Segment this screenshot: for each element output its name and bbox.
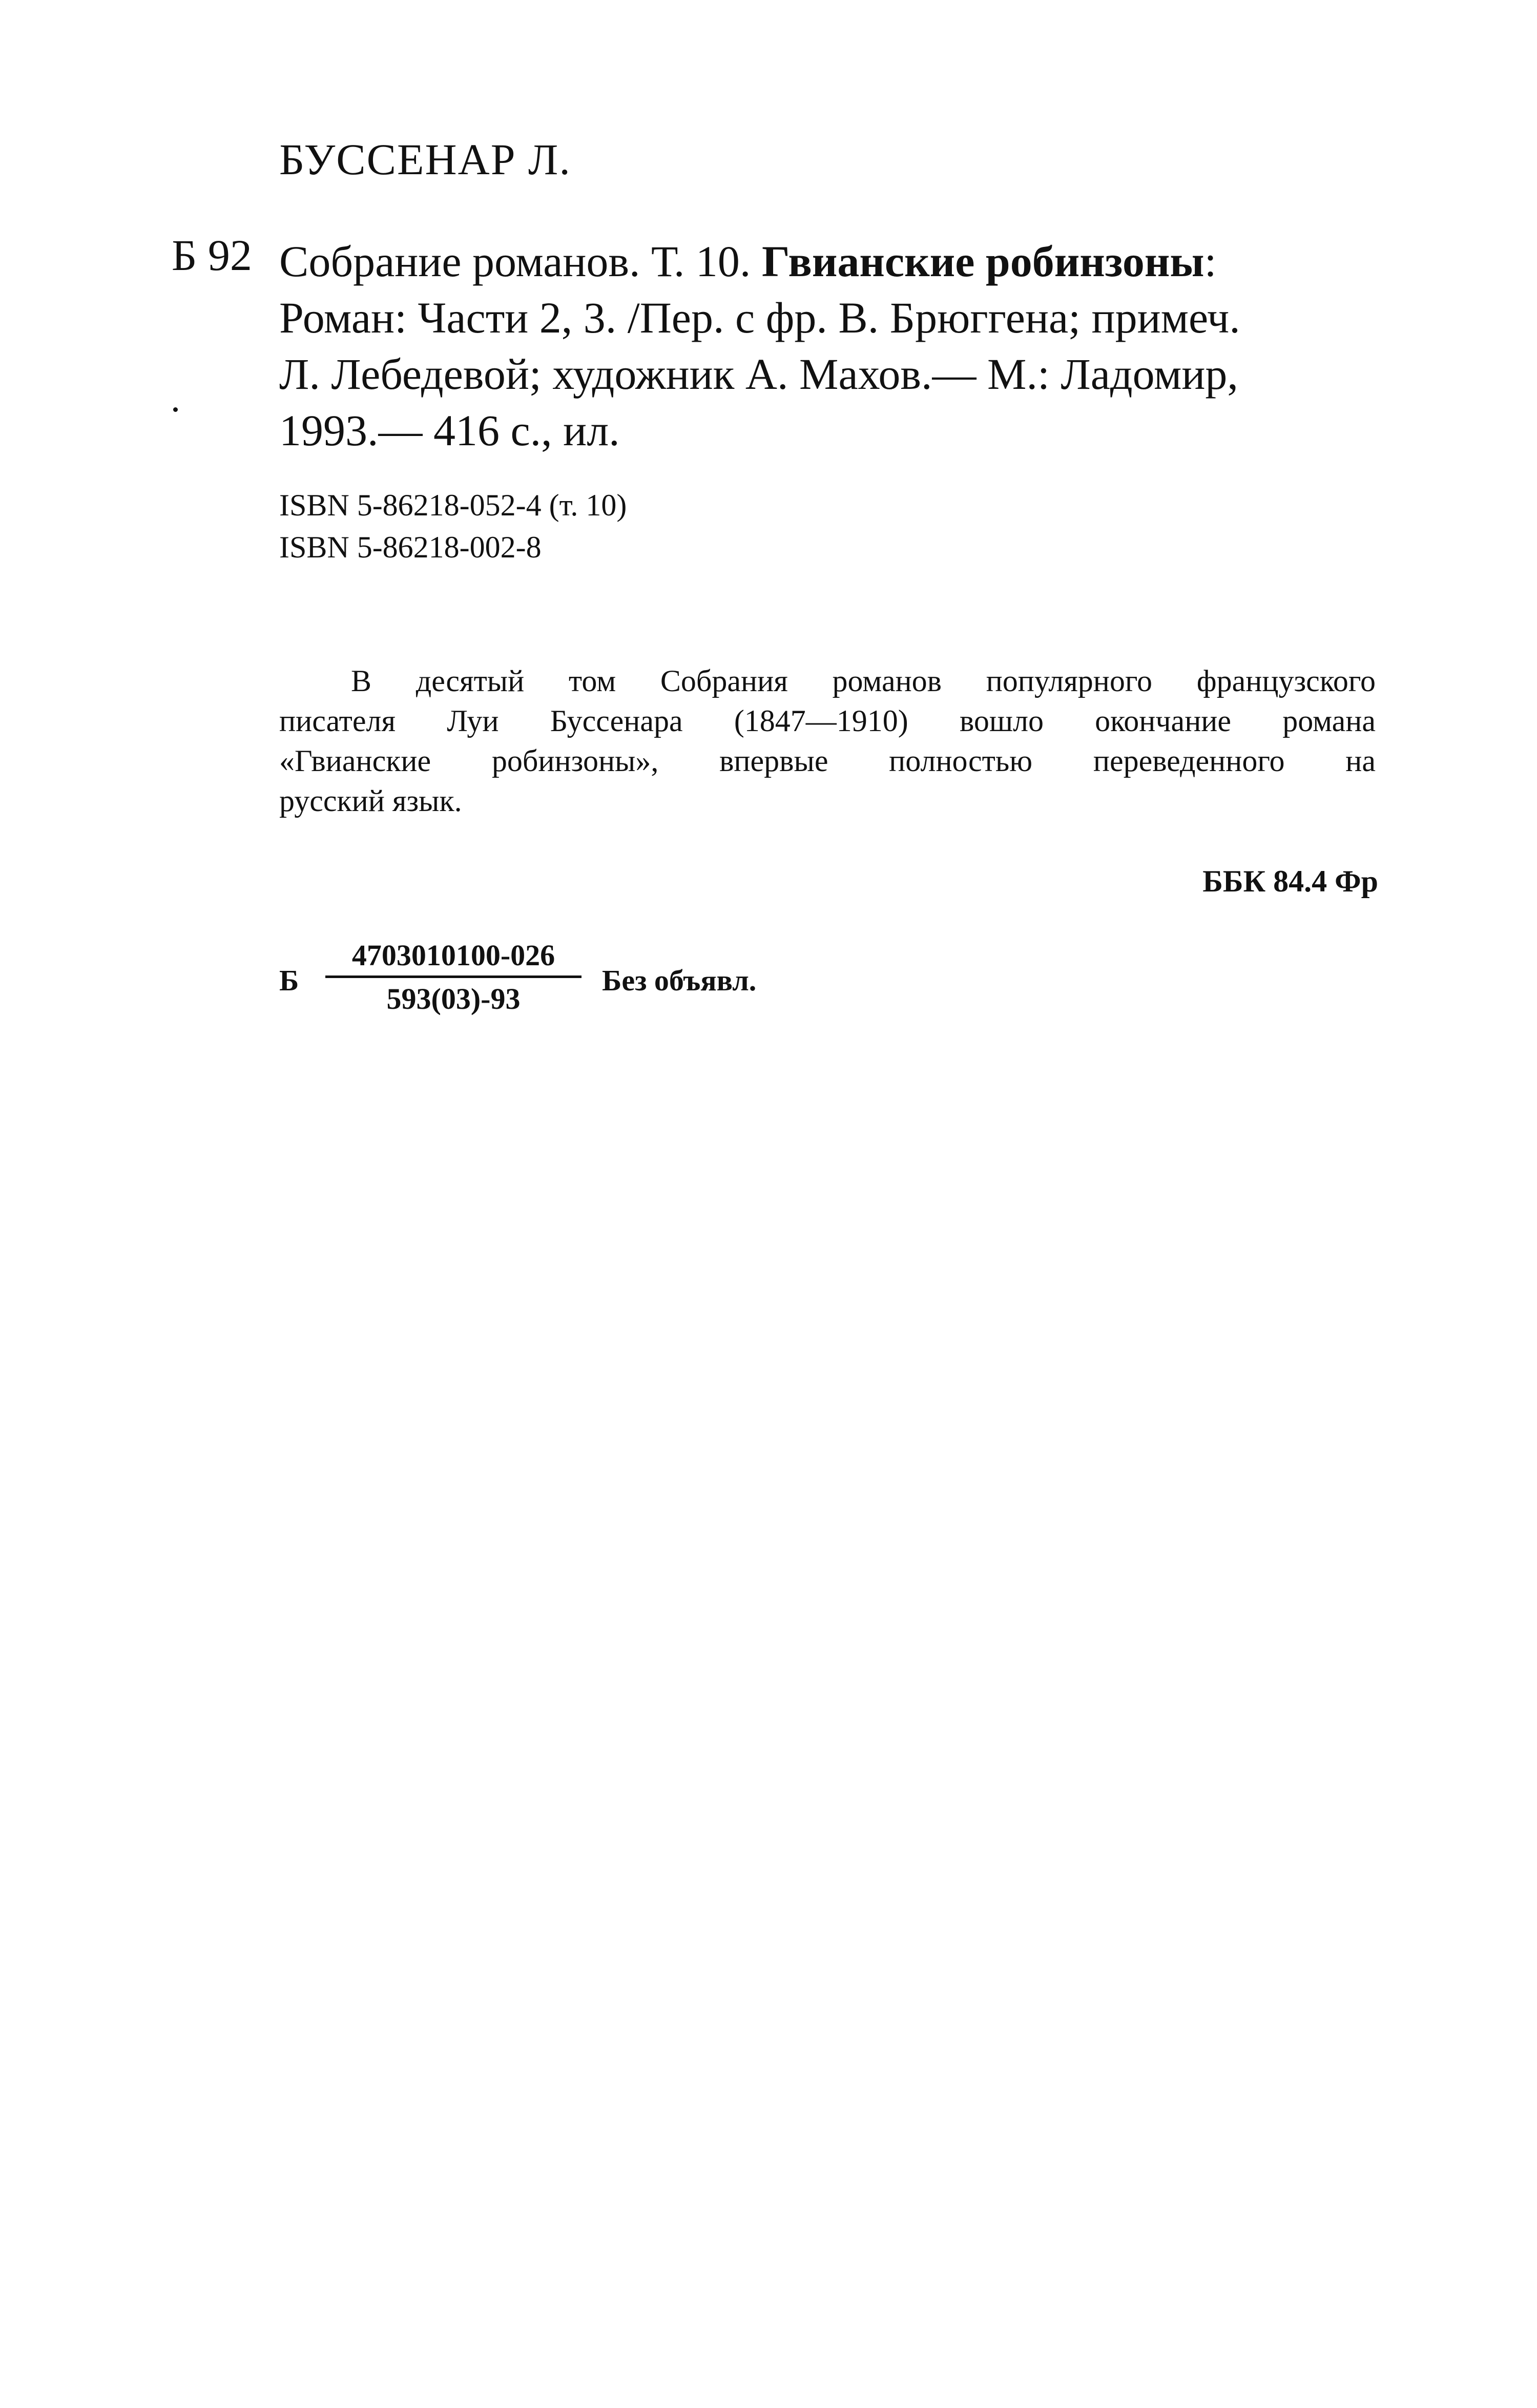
annotation-line-2: писателя Луи Буссенара (1847—1910) вошло окончание романа	[279, 704, 1376, 738]
isbn-line-2: ISBN 5-86218-002-8	[279, 530, 542, 564]
entry-line-2: Роман: Части 2, 3. /Пер. с фр. В. Брюггена; примеч.	[279, 293, 1240, 342]
price-letter: Б	[279, 964, 299, 997]
fraction-bar	[325, 975, 581, 978]
catalog-code: Б 92	[172, 231, 252, 280]
isbn-block	[279, 484, 627, 568]
entry-line-4: 1993.— 416 с., ил.	[279, 406, 620, 455]
price-note: Без объявл.	[602, 964, 757, 997]
bibliographic-entry	[279, 233, 1381, 459]
price-fraction	[325, 938, 581, 1017]
isbn-line-1: ISBN 5-86218-052-4 (т. 10)	[279, 488, 627, 522]
entry-line-1	[279, 233, 1381, 289]
entry-title-prefix: Собрание романов. Т. 10.	[279, 237, 762, 286]
margin-dot-mark	[173, 407, 178, 412]
price-denominator: 593(03)-93	[386, 982, 521, 1015]
author-heading: БУССЕНАР Л.	[279, 135, 571, 184]
bbk-classification: ББК 84.4 Фр	[1202, 864, 1378, 898]
entry-book-title: Гвианские робинзоны	[761, 237, 1204, 286]
entry-title-suffix: :	[1204, 237, 1217, 286]
annotation-line-3: «Гвианские робинзоны», впервые полностью переведенного на	[279, 744, 1376, 778]
entry-line-3: Л. Лебедевой; художник А. Махов.— М.: Ладомир,	[279, 349, 1238, 399]
price-numerator: 4703010100-026	[351, 939, 555, 972]
annotation-line-4: русский язык.	[279, 784, 462, 818]
annotation-line-1: В десятый том Собрания романов популярного французского	[351, 664, 1376, 698]
price-code-block	[279, 938, 945, 1025]
annotation-paragraph	[279, 661, 1376, 821]
